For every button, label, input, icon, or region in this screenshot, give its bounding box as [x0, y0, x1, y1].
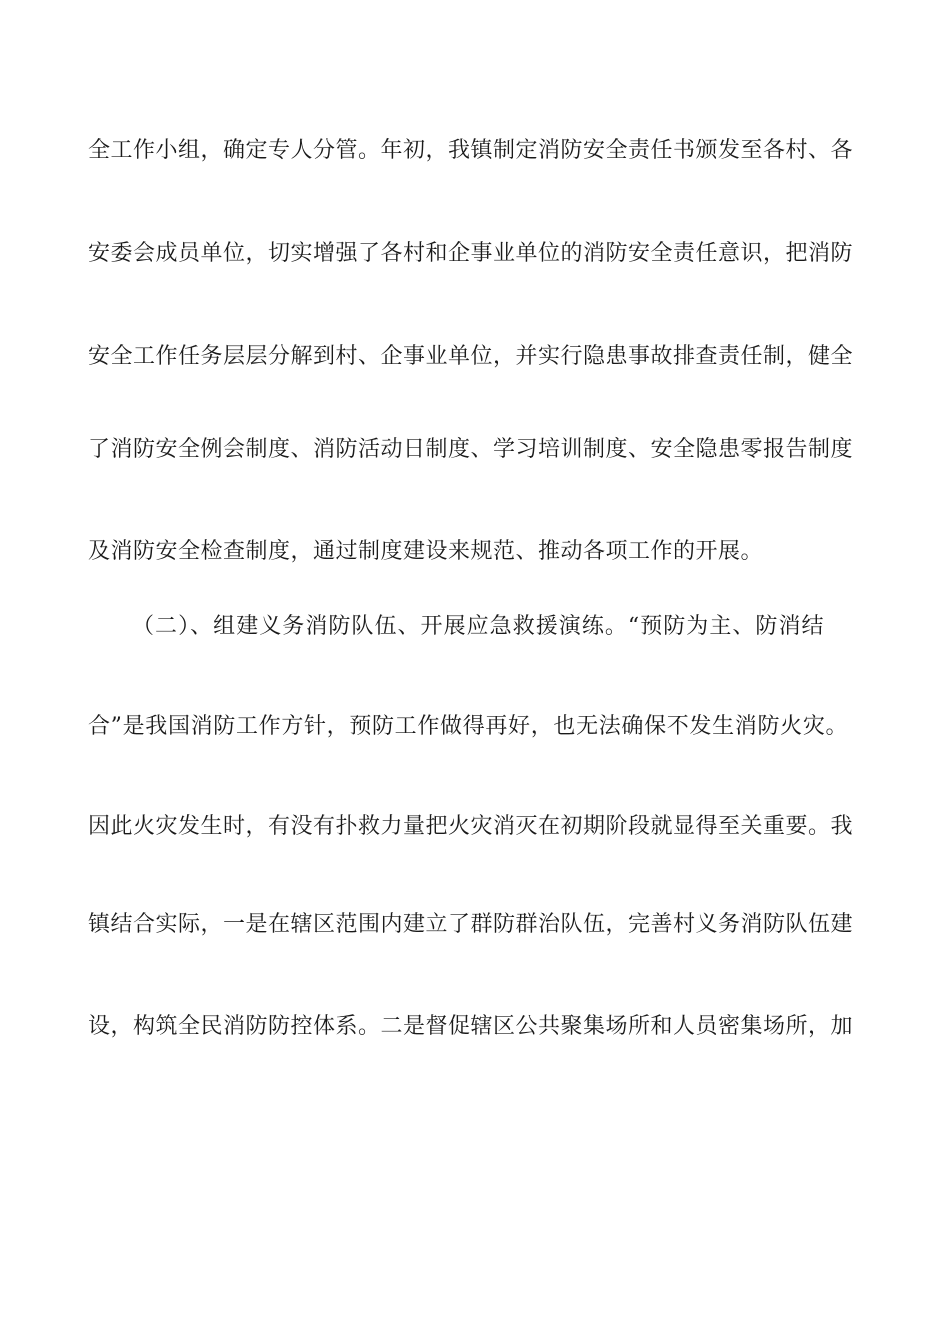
paragraph-line: 安委会成员单位，切实增强了各村和企事业单位的消防安全责任意识，把消防: [88, 241, 854, 266]
paragraph-line: 设，构筑全民消防防控体系。二是督促辖区公共聚集场所和人员密集场所，加: [88, 1014, 854, 1039]
paragraph-line: 及消防安全检查制度，通过制度建设来规范、推动各项工作的开展。: [88, 539, 764, 564]
paragraph-line: 全工作小组，确定专人分管。年初，我镇制定消防安全责任书颁发至各村、各: [88, 138, 854, 163]
paragraph-line: 了消防安全例会制度、消防活动日制度、学习培训制度、安全隐患零报告制度: [88, 437, 854, 462]
paragraph-line: 合”是我国消防工作方针，预防工作做得再好，也无法确保不发生消防火灾。: [88, 714, 848, 739]
paragraph-line: 因此火灾发生时，有没有扑救力量把火灾消灭在初期阶段就显得至关重要。我: [88, 814, 854, 839]
paragraph-line: 安全工作任务层层分解到村、企事业单位，并实行隐患事故排查责任制，健全: [88, 344, 854, 369]
section-heading-line: （二）、组建义务消防队伍、开展应急救援演练。“预防为主、防消结: [132, 614, 824, 639]
paragraph-line: 镇结合实际，一是在辖区范围内建立了群防群治队伍，完善村义务消防队伍建: [88, 912, 854, 937]
